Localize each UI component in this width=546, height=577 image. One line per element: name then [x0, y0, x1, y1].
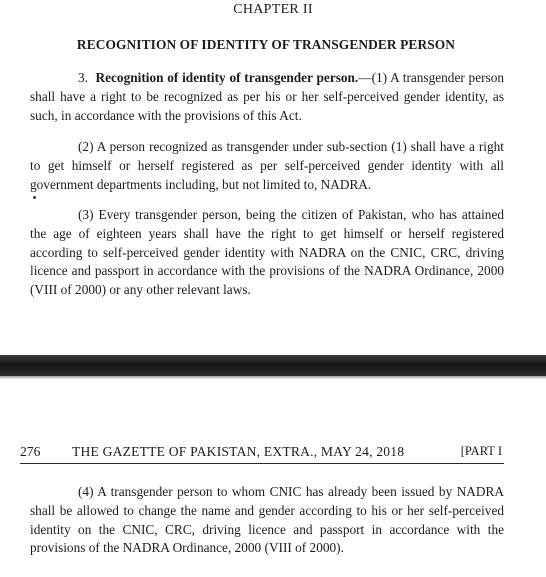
page-number: 276	[20, 444, 41, 459]
sub-section-marker: —(1)	[358, 70, 388, 85]
chapter-label: CHAPTER II	[233, 2, 313, 17]
part-label: [PART I	[460, 444, 502, 458]
section-title: Recognition of identity of transgender person.	[95, 70, 359, 85]
gazette-title: THE GAZETTE OF PAKISTAN, EXTRA., MAY 24, 2018	[72, 444, 405, 459]
section-number: 3.	[78, 70, 88, 85]
ink-speck	[33, 196, 36, 199]
page-break-edge	[0, 376, 546, 379]
sub-section-3: (3) Every transgender person, being the citizen of Pakistan, who has attained the age of eighteen years shall have the right to get himself or herself registered according to self-perceived gender identity with NADRA on the CNIC, CRC, driving licence and passport in accordance with the provisions of the NADRA Ordinance, 2000 (VIII of 2000) or any other relevant laws.	[30, 207, 504, 298]
sub-section-4: (4) A transgender person to whom CNIC has already been issued by NADRA shall be allowed to change the name and gender according to his or her self-perceived identity on the CNIC, CRC, driving licence and passport in accordance with the provisions of the NADRA Ordinance, 2000 (VIII of 2000).	[30, 484, 504, 556]
chapter-heading: RECOGNITION OF IDENTITY OF TRANSGENDER PERSON	[76, 37, 456, 52]
section-3-text: A transgender person shall have a right to be recognized as per his or her self-perceived gender identity, as such, in accordance with the provisions of this Act.	[30, 70, 505, 123]
sub-section-2: (2) A person recognized as transgender under sub-section (1) shall have a right to get himself or herself registered as per self-perceived gender identity with all government departments including, but not limited to, NADRA.	[30, 139, 504, 192]
running-header	[20, 443, 504, 464]
page-break-band	[0, 355, 546, 376]
section-3-paragraph	[30, 69, 504, 125]
